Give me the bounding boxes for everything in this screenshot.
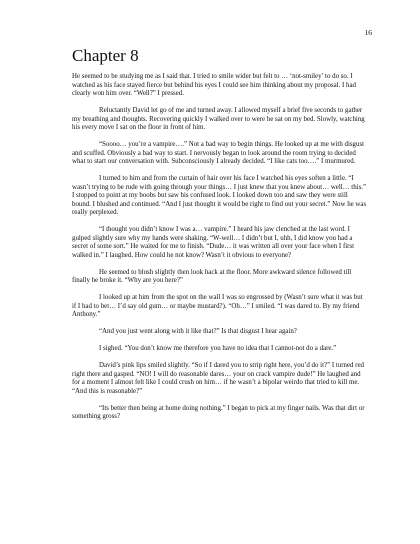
chapter-title: Chapter 8 <box>72 46 139 65</box>
paragraph: “Soooo… you’re a vampire….” Not a bad way to begin things. He looked up at me with disgust and scuffed. Obviously a bad way to start. I nervously began to look around the room trying to decided what to start our conversation with. Subconsciously I already decided. “I like cats too….” I murmured. <box>72 141 365 165</box>
paragraph: “I thought you didn’t know I was a… vampire.” I heard his jaw clenched at the last word. I gulped slightly sure why my hands were shaking. “W-well… I didn’t but I, uhh, I did know you had a secret of some sort.” He waited for me to finish. “Dude… it was written all over your face when I first walked in.” I laughed. How could he not know? Wasn’t it obvious to everyone? <box>72 226 355 259</box>
paragraph: He seemed to be studying me as I said that. I tried to smile wider but felt to … ‘not-smiley’ to do so. I watched as his face stayed fierce but behind his eyes I could see him thinking about my proposal. I had clearly won him over. “Well?” I pressed. <box>72 73 356 97</box>
paragraph: David’s pink lips smiled slightly. “So if I dared you to strip right here, you’d do it?” I turned red right there and gasped. “NO! I will do reasonable dares… your on crack vampire dude!” He laughed and for a moment I almost felt like I could crush on him… if he wasn’t a bipolar weirdo that tried to kill me. “And this is reasonable?” <box>72 362 364 395</box>
paragraph: Reluctantly David let go of me and turned away. I allowed myself a brief five seconds to gather my breathing and thoughts. Recovering quickly I walked over to were he sat on my bed. Slowly, watching his every move I sat on the floor in front of him. <box>72 107 365 131</box>
page-number: 16 <box>364 28 372 37</box>
paragraph: I sighed. “You don’t know me therefore you have no idea that I cannot-not do a dare.” <box>99 345 337 352</box>
paragraph: He seemed to blush slightly then look back at the floor. More awkward silence followed till finally he broke it. “Why are you here?” <box>72 268 352 284</box>
paragraph: “Its better then being at home doing nothing.” I began to pick at my finger nails. Was that dirt or something gross? <box>72 404 365 420</box>
body-text <box>72 73 368 430</box>
paragraph: I turned to him and from the curtain of hair over his face I watched his eyes soften a little. “I wasn’t trying to be rude with going through your things… I just knew that you knew about… well… this.” I stopped to point at my boobs but saw his confused look. I looked down too and saw they were still bound. I blushed and continued. “And I just thought it would be right to find out your secret.” Now he was really perplexed. <box>72 175 367 216</box>
paragraph: “And you just went along with it like that?” Is that disgust I hear again? <box>99 328 297 335</box>
paragraph: I looked up at him from the spot on the wall I was so engrossed by (Wasn’t sure what it was but if I had to bet… I’d say old gum… or maybe mustard?). “Oh…” I smiled. “I was dared to. By my friend Anthony.” <box>72 294 363 318</box>
